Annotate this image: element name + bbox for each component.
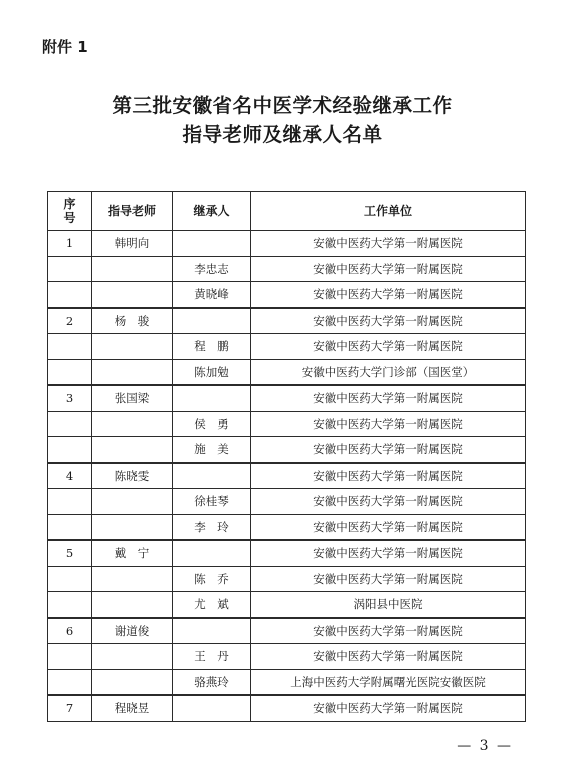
cell-mentor: [92, 592, 173, 618]
mentor-successor-table: [47, 191, 526, 722]
cell-workplace: 涡阳县中医院: [251, 592, 526, 618]
cell-successor: 李 玲: [173, 514, 251, 540]
cell-workplace: 安徽中医药大学第一附属医院: [251, 437, 526, 463]
cell-successor: 程 鹏: [173, 334, 251, 360]
cell-seq: [48, 489, 92, 515]
table-body: [48, 231, 526, 722]
cell-workplace: 安徽中医药大学第一附属医院: [251, 644, 526, 670]
cell-successor: [173, 385, 251, 411]
cell-mentor: [92, 282, 173, 308]
table-row: [48, 566, 526, 592]
table-row: [48, 308, 526, 334]
cell-mentor: [92, 334, 173, 360]
cell-seq: [48, 644, 92, 670]
cell-successor: [173, 540, 251, 566]
table-row: [48, 256, 526, 282]
cell-seq: 2: [48, 308, 92, 334]
cell-seq: [48, 282, 92, 308]
page-number: — 3 —: [457, 738, 513, 754]
table-row: [48, 618, 526, 644]
cell-workplace: 安徽中医药大学第一附属医院: [251, 334, 526, 360]
cell-mentor: 陈晓雯: [92, 463, 173, 489]
table-row: [48, 282, 526, 308]
table-row: [48, 463, 526, 489]
cell-workplace: 安徽中医药大学第一附属医院: [251, 282, 526, 308]
table-row: [48, 411, 526, 437]
cell-seq: [48, 437, 92, 463]
cell-successor: [173, 231, 251, 257]
table-row: [48, 385, 526, 411]
cell-mentor: 戴 宁: [92, 540, 173, 566]
cell-successor: [173, 463, 251, 489]
cell-workplace: 安徽中医药大学第一附属医院: [251, 489, 526, 515]
cell-workplace: 安徽中医药大学第一附属医院: [251, 463, 526, 489]
table-row: [48, 359, 526, 385]
cell-seq: [48, 566, 92, 592]
attachment-label: 附件 1: [42, 38, 88, 56]
table-row: [48, 669, 526, 695]
cell-mentor: [92, 411, 173, 437]
cell-seq: 4: [48, 463, 92, 489]
cell-successor: 陈加勉: [173, 359, 251, 385]
cell-workplace: 安徽中医药大学第一附属医院: [251, 385, 526, 411]
cell-successor: 骆燕玲: [173, 669, 251, 695]
table-row: [48, 540, 526, 566]
cell-mentor: 张国梁: [92, 385, 173, 411]
cell-workplace: 安徽中医药大学第一附属医院: [251, 566, 526, 592]
table-row: [48, 489, 526, 515]
cell-successor: 李忠志: [173, 256, 251, 282]
header-workplace: 工作单位: [251, 192, 526, 231]
document-title: 第三批安徽省名中医学术经验继承工作: [112, 94, 453, 117]
header-seq-line2: 号: [63, 211, 76, 225]
cell-mentor: [92, 489, 173, 515]
cell-seq: [48, 592, 92, 618]
cell-mentor: [92, 359, 173, 385]
cell-mentor: [92, 566, 173, 592]
header-seq: [48, 192, 92, 231]
cell-workplace: 安徽中医药大学第一附属医院: [251, 308, 526, 334]
cell-workplace: 安徽中医药大学第一附属医院: [251, 618, 526, 644]
cell-mentor: [92, 256, 173, 282]
table-header-row: [48, 192, 526, 231]
header-mentor: 指导老师: [92, 192, 173, 231]
cell-mentor: 韩明向: [92, 231, 173, 257]
cell-mentor: [92, 669, 173, 695]
table-row: [48, 514, 526, 540]
cell-seq: 5: [48, 540, 92, 566]
cell-workplace: 安徽中医药大学第一附属医院: [251, 540, 526, 566]
cell-successor: 侯 勇: [173, 411, 251, 437]
cell-successor: [173, 308, 251, 334]
cell-seq: 1: [48, 231, 92, 257]
cell-successor: 施 美: [173, 437, 251, 463]
cell-seq: 6: [48, 618, 92, 644]
cell-successor: [173, 695, 251, 721]
cell-workplace: 安徽中医药大学第一附属医院: [251, 256, 526, 282]
cell-mentor: [92, 437, 173, 463]
cell-workplace: 上海中医药大学附属曙光医院安徽医院: [251, 669, 526, 695]
cell-workplace: 安徽中医药大学第一附属医院: [251, 514, 526, 540]
cell-mentor: [92, 514, 173, 540]
cell-seq: [48, 256, 92, 282]
cell-workplace: 安徽中医药大学第一附属医院: [251, 231, 526, 257]
cell-workplace: 安徽中医药大学第一附属医院: [251, 411, 526, 437]
table-row: [48, 644, 526, 670]
cell-successor: 黄晓峰: [173, 282, 251, 308]
cell-mentor: 杨 骏: [92, 308, 173, 334]
cell-seq: [48, 669, 92, 695]
cell-seq: [48, 334, 92, 360]
cell-seq: 7: [48, 695, 92, 721]
cell-seq: [48, 359, 92, 385]
cell-successor: 王 丹: [173, 644, 251, 670]
cell-mentor: 谢道俊: [92, 618, 173, 644]
table-row: [48, 437, 526, 463]
cell-seq: 3: [48, 385, 92, 411]
cell-mentor: [92, 644, 173, 670]
cell-seq: [48, 514, 92, 540]
cell-workplace: 安徽中医药大学第一附属医院: [251, 695, 526, 721]
table-row: [48, 695, 526, 721]
table-row: [48, 231, 526, 257]
cell-workplace: 安徽中医药大学门诊部（国医堂）: [251, 359, 526, 385]
table-row: [48, 334, 526, 360]
table-row: [48, 592, 526, 618]
cell-mentor: 程晓昱: [92, 695, 173, 721]
cell-successor: 尤 斌: [173, 592, 251, 618]
cell-successor: 陈 乔: [173, 566, 251, 592]
document-subtitle: 指导老师及继承人名单: [182, 123, 383, 146]
header-successor: 继承人: [173, 192, 251, 231]
cell-seq: [48, 411, 92, 437]
header-seq-line1: 序: [63, 197, 76, 211]
cell-successor: 徐桂琴: [173, 489, 251, 515]
cell-successor: [173, 618, 251, 644]
